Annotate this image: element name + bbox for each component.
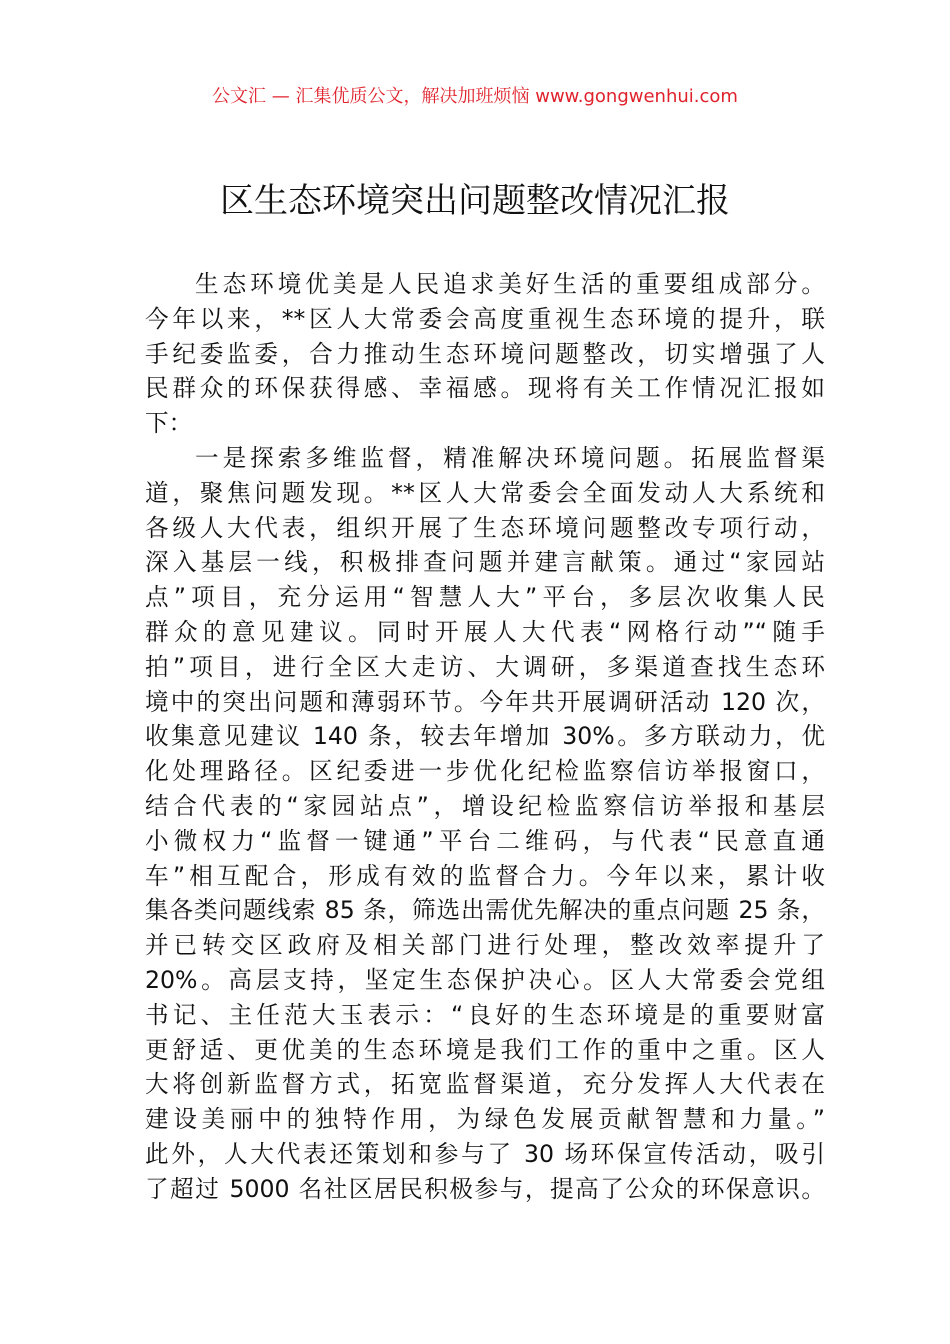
text-line: 今年以来，**区人大常委会高度重视生态环境的提升，联 (145, 304, 825, 333)
text-line: 生态环境优美是人民追求美好生活的重要组成部分。 (195, 270, 825, 298)
site-slogan: 汇集优质公文，解决加班烦恼 (295, 86, 530, 107)
text-line: 深入基层一线，积极排查问题并建言献策。通过“家园站 (145, 548, 825, 577)
text-line: 结合代表的“家园站点”，增设纪检监察信访举报和基层 (145, 791, 825, 820)
text-line: 20%。高层支持，坚定生态保护决心。区人大常委会党组 (145, 965, 825, 994)
text-line: 此外，人大代表还策划和参与了 30 场环保宣传活动，吸引 (145, 1139, 825, 1168)
site-name: 公文汇 (212, 86, 267, 107)
text-line: 群众的意见建议。同时开展人大代表“网格行动”“随手 (145, 617, 825, 646)
site-url-link[interactable]: www.gongwenhui.com (535, 86, 738, 107)
text-line: 更舒适、更优美的生态环境是我们工作的重中之重。区人 (145, 1035, 825, 1064)
text-line: 各级人大代表，组织开展了生态环境问题整改专项行动， (145, 513, 825, 542)
text-line: 拍”项目，进行全区大走访、大调研，多渠道查找生态环 (145, 652, 825, 681)
text-line: 境中的突出问题和薄弱环节。今年共开展调研活动 120 次， (145, 687, 825, 716)
text-line: 民群众的环保获得感、幸福感。现将有关工作情况汇报如 (145, 374, 825, 403)
text-line: 道，聚焦问题发现。**区人大常委会全面发动人大系统和 (145, 478, 825, 507)
paragraph-intro (145, 267, 825, 441)
text-line: 收集意见建议 140 条，较去年增加 30%。多方联动力，优 (145, 722, 825, 751)
text-line: 书记、主任范大玉表示：“良好的生态环境是的重要财富 (145, 1000, 825, 1029)
site-header-banner (0, 84, 950, 110)
document-title: 区生态环境突出问题整改情况汇报 (220, 181, 730, 221)
text-line: 集各类问题线索 85 条，筛选出需优先解决的重点问题 25 条， (145, 896, 825, 925)
text-line: 车”相互配合，形成有效的监督合力。今年以来，累计收 (145, 861, 825, 890)
header-separator: — (266, 86, 296, 107)
text-line: 了超过 5000 名社区居民积极参与，提高了公众的环保意识。 (145, 1174, 825, 1203)
text-line: 建设美丽中的独特作用，为绿色发展贡献智慧和力量。” (145, 1105, 825, 1134)
text-line: 小微权力“监督一键通”平台二维码，与代表“民意直通 (145, 826, 825, 855)
text-line: 化处理路径。区纪委进一步优化纪检监察信访举报窗口， (145, 757, 825, 786)
text-line: 大将创新监督方式，拓宽监督渠道，充分发挥人大代表在 (145, 1070, 825, 1099)
text-line: 一是探索多维监督，精准解决环境问题。拓展监督渠 (195, 443, 825, 472)
text-line: 并已转交区政府及相关部门进行处理，整改效率提升了 (145, 931, 825, 960)
document-body (145, 267, 825, 1207)
text-line: 手纪委监委，合力推动生态环境问题整改，切实增强了人 (145, 339, 825, 368)
text-line: 点”项目，充分运用“智慧人大”平台，多层次收集人民 (145, 583, 825, 612)
paragraph-section-one (145, 441, 825, 1207)
text-line: 下： (145, 409, 193, 438)
